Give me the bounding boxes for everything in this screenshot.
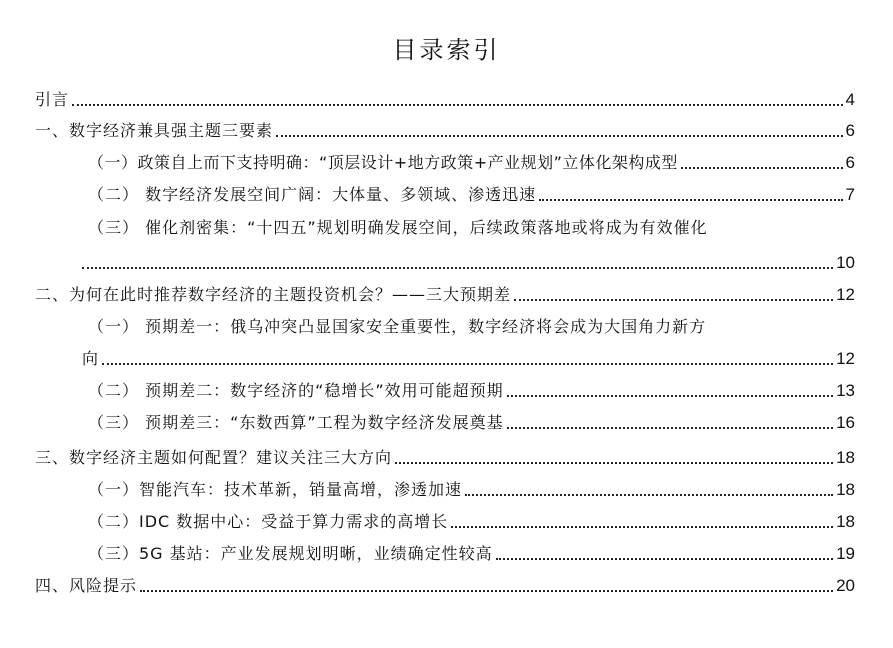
- toc-entry-title: 三、数字经济主题如何配置？建议关注三大方向: [35, 448, 393, 467]
- dot-leader: [72, 104, 843, 106]
- toc-page-number: 18: [836, 512, 855, 531]
- toc-page-number: 16: [836, 413, 855, 432]
- toc-entry-section-2-3[interactable]: [88, 410, 855, 436]
- toc-page-number: 18: [836, 448, 855, 467]
- toc-entry-section-3-3[interactable]: [88, 541, 855, 567]
- dot-leader: [395, 462, 833, 464]
- toc-entry-section-2-2[interactable]: [88, 378, 855, 404]
- dot-leader: [451, 526, 833, 528]
- toc-entry-section-2[interactable]: [35, 282, 855, 308]
- toc-entry-title: 向: [82, 349, 100, 368]
- toc-entry-title: （二） 数字经济发展空间广阔：大体量、多领域、渗透迅速: [88, 185, 537, 204]
- toc-entry-title: （二） 预期差二：数字经济的“稳增长”效用可能超预期: [88, 381, 504, 400]
- toc-page-number: 7: [845, 185, 855, 204]
- toc-entry-section-3-1[interactable]: [88, 477, 855, 503]
- toc-page-number: 4: [845, 90, 855, 109]
- toc-entry-section-3[interactable]: [35, 445, 855, 471]
- toc-page-number: 6: [845, 121, 855, 140]
- toc-page-number: 6: [845, 153, 855, 172]
- dot-leader: [276, 135, 843, 137]
- toc-entry-section-1-2[interactable]: [88, 182, 855, 208]
- toc-entry-section-3-2[interactable]: [88, 509, 855, 535]
- toc-page-number: 18: [836, 480, 855, 499]
- toc-entry-title: （三） 预期差三：“东数西算”工程为数字经济发展奠基: [88, 413, 504, 432]
- toc-entry-section-4[interactable]: [35, 573, 855, 599]
- dot-leader: [507, 427, 833, 429]
- toc-entry-title: （二）IDC 数据中心：受益于算力需求的高增长: [88, 512, 449, 531]
- toc-page-number: 12: [836, 285, 855, 304]
- toc-page-number: 19: [836, 544, 855, 563]
- dot-leader: [681, 167, 843, 169]
- dot-leader: [465, 494, 833, 496]
- dot-leader: [140, 590, 833, 592]
- toc-entry-title: 二、为何在此时推荐数字经济的主题投资机会？——三大预期差: [35, 285, 512, 304]
- page-title: 目录索引: [392, 36, 501, 64]
- toc-entry-title-line1[interactable]: （三） 催化剂密集：“十四五”规划明确发展空间，后续政策落地或将成为有效催化: [88, 218, 708, 237]
- toc-entry-section-2-1[interactable]: [82, 346, 855, 372]
- toc-entry-title: （一）智能汽车：技术革新，销量高增，渗透加速: [88, 480, 463, 499]
- toc-entry-section-1-3[interactable]: [82, 250, 855, 276]
- toc-entry-section-1-1[interactable]: [88, 150, 855, 176]
- toc-entry-title-line1[interactable]: （一） 预期差一：俄乌冲突凸显国家安全重要性，数字经济将会成为大国角力新方: [88, 317, 707, 336]
- toc-entry-title: （三）5G 基站：产业发展规划明晰，业绩确定性较高: [88, 544, 493, 563]
- toc-page-number: 12: [836, 349, 855, 368]
- toc-page-number: 10: [836, 253, 855, 272]
- toc-page-number: 13: [836, 381, 855, 400]
- toc-entry-title: （一）政策自上而下支持明确：“顶层设计+地方政策+产业规划”立体化架构成型: [88, 153, 678, 172]
- dot-leader: [82, 267, 833, 269]
- dot-leader: [507, 395, 833, 397]
- toc-entry-title: 引言: [35, 90, 70, 109]
- dot-leader: [496, 558, 833, 560]
- toc-entry-title: 一、数字经济兼具强主题三要素: [35, 121, 274, 140]
- toc-entry-title: 四、风险提示: [35, 576, 138, 595]
- toc-entry-intro[interactable]: [35, 87, 855, 113]
- dot-leader: [539, 199, 842, 201]
- toc-entry-section-1[interactable]: [35, 118, 855, 144]
- toc-page-number: 20: [836, 576, 855, 595]
- dot-leader: [514, 299, 833, 301]
- dot-leader: [102, 363, 833, 365]
